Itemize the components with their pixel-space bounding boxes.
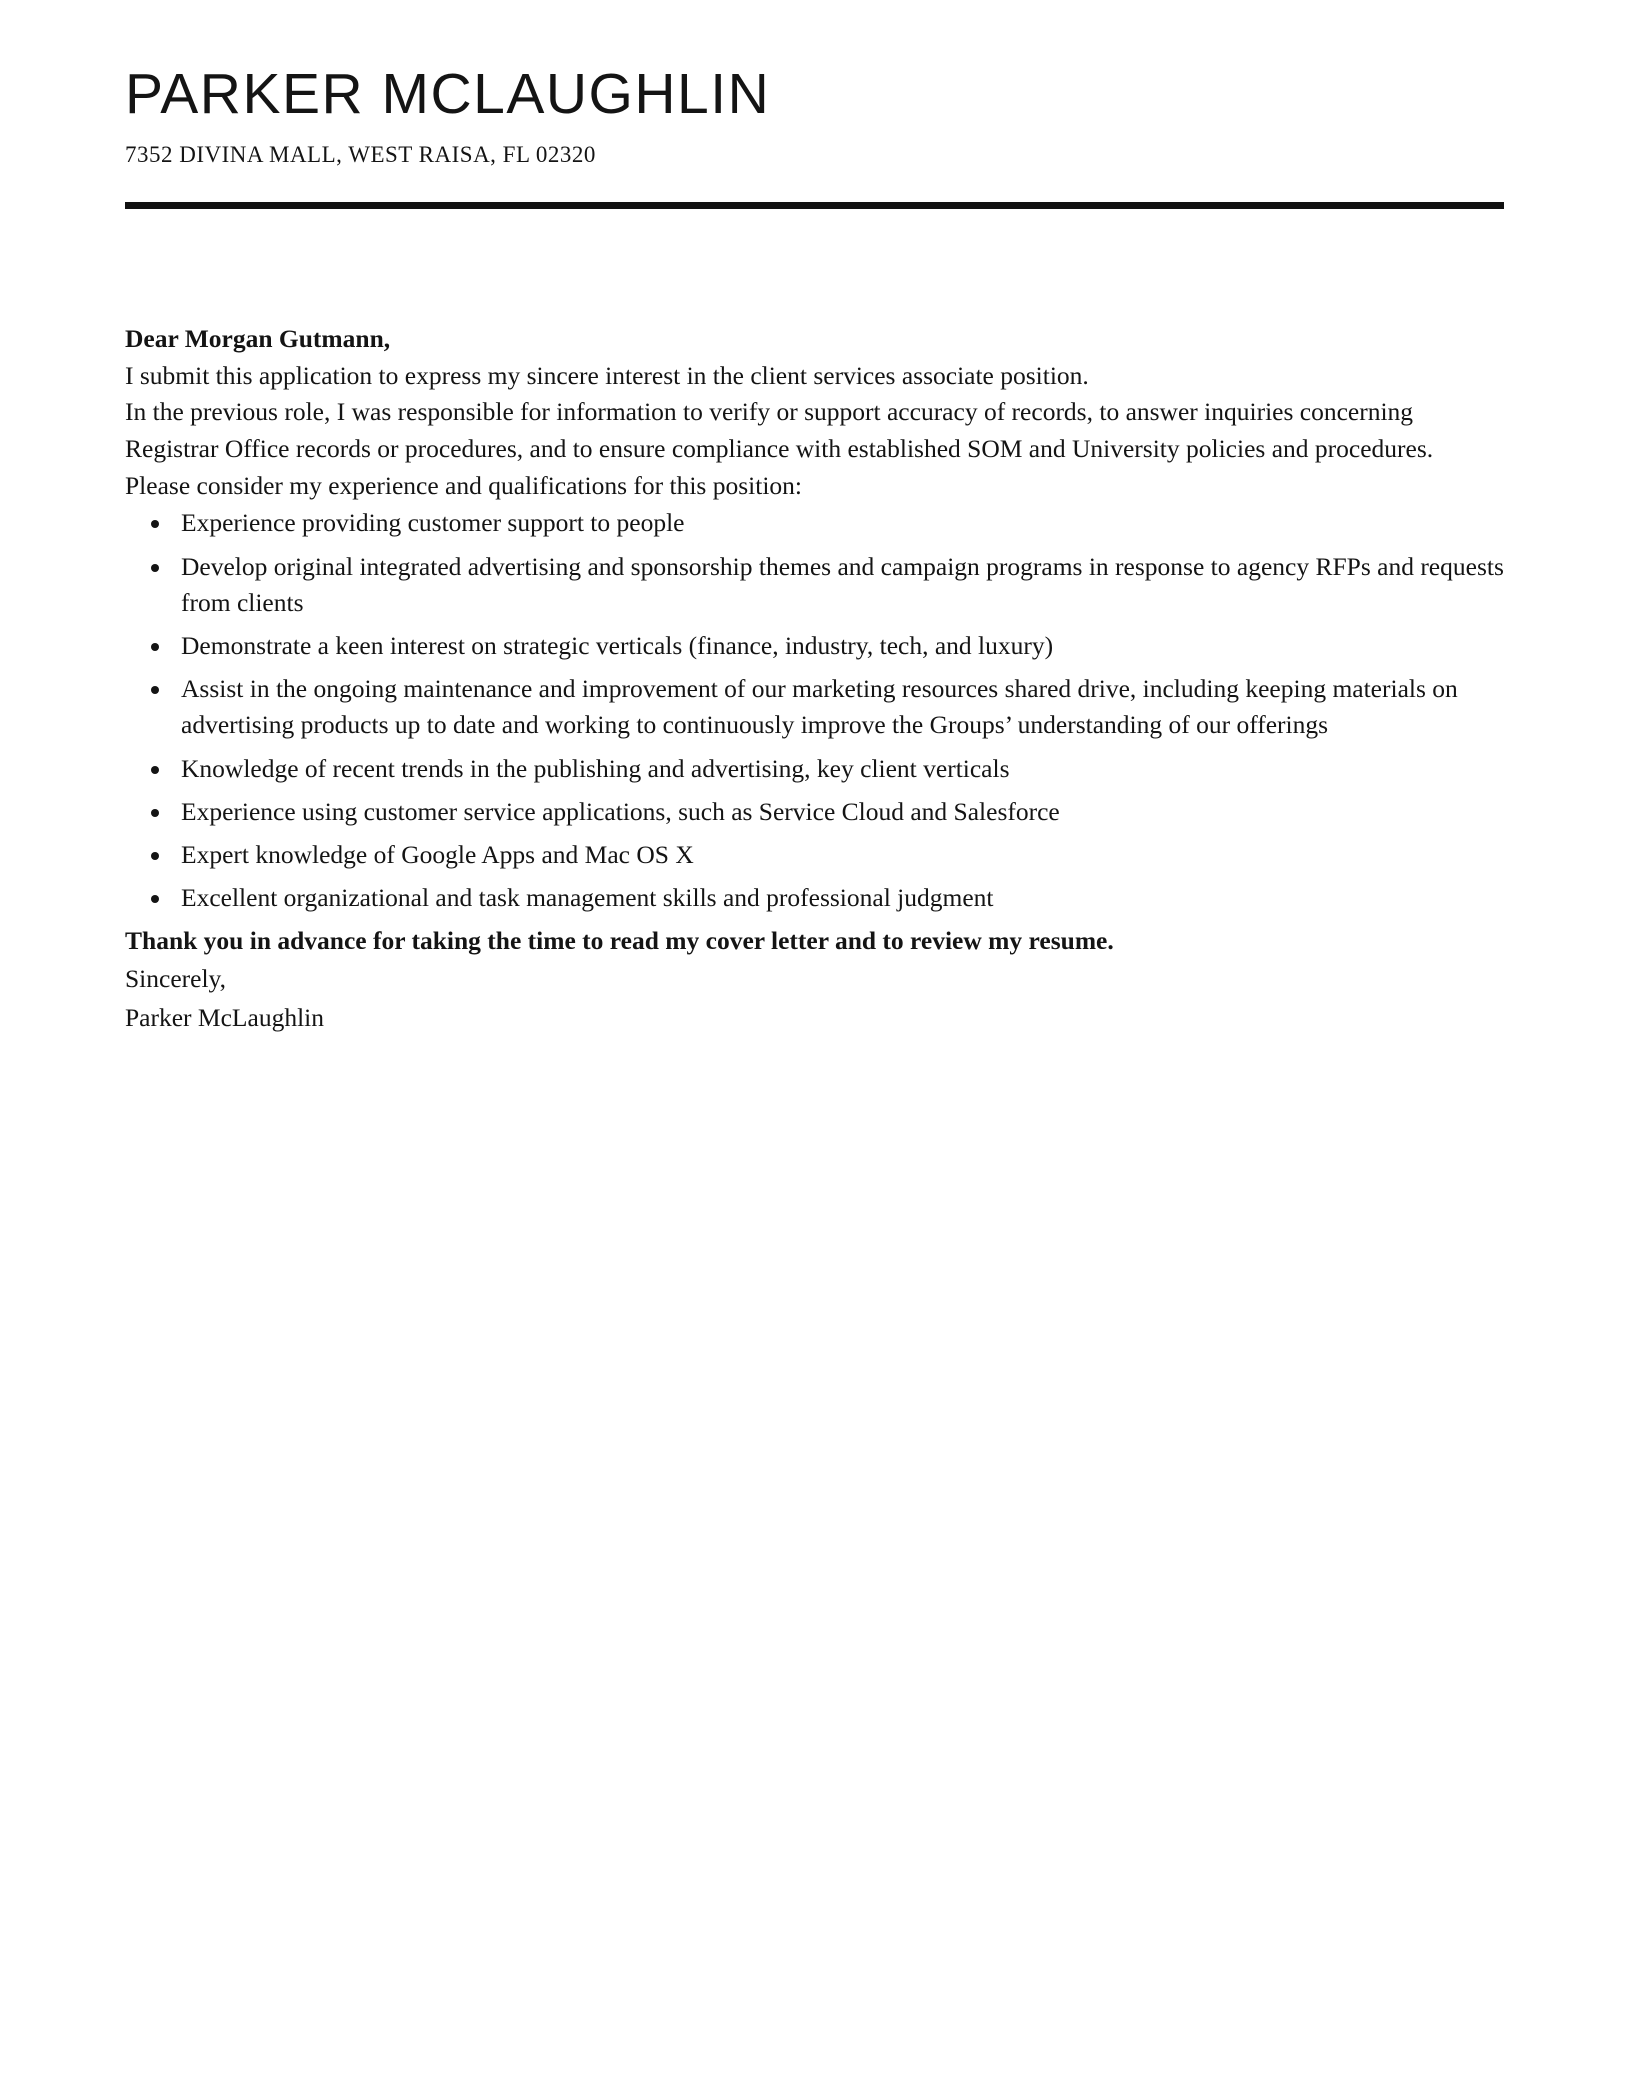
qualification-item: • Demonstrate a keen interest on strategic verticals (finance, industry, tech, and luxury)	[173, 628, 1504, 664]
intro-paragraph: I submit this application to express my sincere interest in the client services associate position.	[125, 360, 1089, 390]
letterhead	[125, 62, 1504, 209]
previous-role-paragraph: In the previous role, I was responsible for information to verify or support accuracy of records, to answer inquiries concerning Registrar Office records or procedures, and to ensure compliance with established SOM and University policies and procedures.	[125, 397, 1434, 464]
sender-address: 7352 DIVINA MALL, WEST RAISA, FL 02320	[125, 141, 596, 167]
qualification-item: • Knowledge of recent trends in the publishing and advertising, key client verticals	[173, 751, 1504, 787]
consider-paragraph: Please consider my experience and qualifications for this position:	[125, 471, 802, 501]
closing-line: Sincerely,	[125, 964, 227, 994]
qualification-item: • Develop original integrated advertising and sponsorship themes and campaign programs in response to agency RFPs and requests from clients	[173, 549, 1504, 621]
closing-block	[125, 960, 1504, 1037]
greeting-line: Dear Morgan Gutmann,	[125, 323, 391, 353]
header-divider	[125, 202, 1504, 209]
signature-name: Parker McLaughlin	[125, 1002, 324, 1032]
sender-name: PARKER MCLAUGHLIN	[125, 62, 771, 126]
qualification-item: • Experience providing customer support to people	[173, 505, 1504, 541]
qualification-item: • Assist in the ongoing maintenance and improvement of our marketing resources shared drive, including keeping materials on advertising products up to date and working to continuously improve the Groups’ understanding of our offerings	[173, 671, 1504, 743]
qualification-item: • Excellent organizational and task management skills and professional judgment	[173, 880, 1504, 916]
qualifications-list	[173, 505, 1504, 916]
qualification-item: • Expert knowledge of Google Apps and Mac OS X	[173, 837, 1504, 873]
letter-body	[125, 321, 1504, 1037]
qualification-item: • Experience using customer service applications, such as Service Cloud and Salesforce	[173, 794, 1504, 830]
thank-you-paragraph: Thank you in advance for taking the time to read my cover letter and to review my resume.	[125, 926, 1114, 956]
